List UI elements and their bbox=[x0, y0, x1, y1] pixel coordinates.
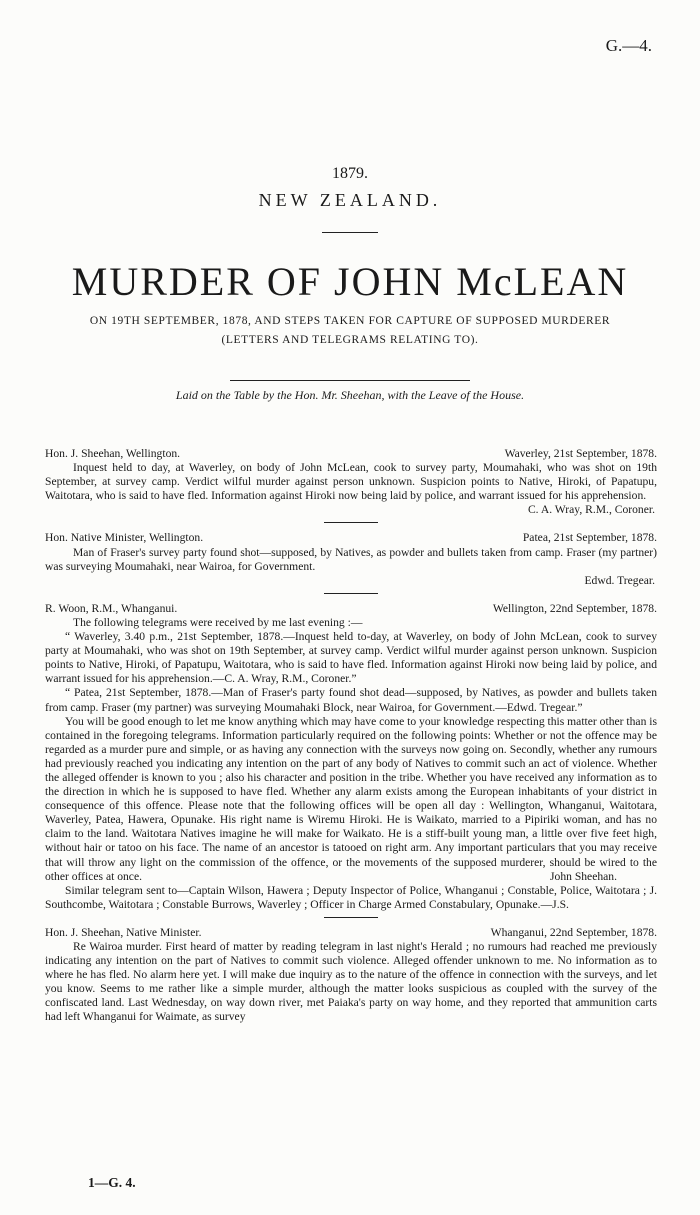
letter3-quote-waverley: “ Waverley, 3.40 p.m., 21st September, 1878.—Inquest held to-day, at Waverley, on body of John McLean, cook to survey party at Moumahaki, who was shot on 19th September, at survey camp. Verdict wilful murder against person unknown. Suspicion points to Native, Hiroki, of Papatupu, Waitotara, who is said to have fled. Information against Hiroki now being laid by police, and warrant issued for his apprehension.—C. A. Wray, R.M., Coroner.” bbox=[45, 630, 657, 686]
letter3-body bbox=[45, 715, 657, 884]
page-identifier: G.—4. bbox=[605, 36, 652, 55]
letter1-separator bbox=[324, 522, 378, 523]
letter4-header bbox=[45, 926, 657, 940]
letter1-place-date: Waverley, 21st September, 1878. bbox=[504, 447, 657, 460]
letter4-place-date: Whanganui, 22nd September, 1878. bbox=[490, 925, 657, 939]
letter2-addressee: Hon. Native Minister, Wellington. bbox=[45, 531, 204, 545]
document-body bbox=[45, 447, 657, 1025]
letter1-signature: C. A. Wray, R.M., Coroner. bbox=[527, 503, 655, 517]
document-country: NEW ZEALAND. bbox=[258, 190, 442, 210]
page-footer-signature: 1—G. 4. bbox=[88, 1175, 136, 1190]
document-subtitle-line2: (LETTERS AND TELEGRAMS RELATING TO). bbox=[221, 334, 479, 346]
document-subtitle-line1: ON 19TH SEPTEMBER, 1878, AND STEPS TAKEN FOR CAPTURE OF SUPPOSED MURDERER bbox=[89, 315, 611, 327]
letter3-body-signature: John Sheehan. bbox=[550, 869, 617, 883]
letter2-separator bbox=[324, 593, 378, 594]
letter3-intro: The following telegrams were received by me last evening :— bbox=[73, 615, 363, 629]
title-divider-top bbox=[322, 232, 378, 233]
laid-divider bbox=[230, 380, 470, 381]
letter3-quote-patea: “ Patea, 21st September, 1878.—Man of Fraser's party found shot dead—supposed, by Natives, as powder and bullets taken from camp. Fraser (my partner) was surveying Moumahaki Block, near Wairoa, for Government.—Edwd. Tregear.” bbox=[45, 686, 657, 714]
letter4-addressee: Hon. J. Sheehan, Native Minister. bbox=[45, 925, 202, 939]
laid-on-table-line: Laid on the Table by the Hon. Mr. Sheehan, with the Leave of the House. bbox=[175, 388, 525, 402]
letter3-place-date: Wellington, 22nd September, 1878. bbox=[492, 601, 657, 615]
document-title: MURDER OF JOHN McLEAN bbox=[71, 259, 629, 304]
letter1-body: Inquest held to day, at Waverley, on body of John McLean, cook to survey party, Moumahaki, who was shot on 19th September, at survey camp. Verdict wilful murder against person unknown. Suspicion points to Native, Hiroki, of Papatupu, Waitotara, who is said to have fled. Information against Hiroki now being laid by police, and warrant issued for his apprehension. bbox=[45, 461, 657, 503]
letter4-body: Re Wairoa murder. First heard of matter by reading telegram in last night's Herald ; no rumours had reached me previously indicating any intention on the part of Natives to commit such violence. Alleged offender unknown to me. No information as to where he has fled. No alarm here yet. I will make due inquiry as to the nature of the offence in connection with the surveys, and let you know. Seems to me rather like a simple murder, although the matter looks suspicious as coupled with the survey of the confiscated land. Last Wednesday, on way down river, met Paiaka's party on way home, and they reported that ammunition carts had left Whanganui for Waimate, as survey bbox=[45, 940, 657, 1024]
letter3-similar-telegram: Similar telegram sent to—Captain Wilson, Hawera ; Deputy Inspector of Police, Whanganui ; Constable, Police, Waitotara ; J. Southcombe, Waitotara ; Constable Burrows, Waverley ; Officer in Charge Armed Constabulary, Opunake.—J.S. bbox=[45, 883, 657, 911]
letter2-place-date: Patea, 21st September, 1878. bbox=[522, 531, 657, 545]
letter2-signature: Edwd. Tregear. bbox=[584, 573, 655, 587]
letter3-body-text: You will be good enough to let me know anything which may have come to your knowledge respecting this matter other than is contained in the foregoing telegrams. Information particularly required on the following points: Whether or not the offence may be regarded as a murder pure and simple, or as having any connection with the surveys now going on. Secondly, whether any rumours had previously reached you indicating any intention on the part of any body of Natives to commit such an act of violence. Whether the alleged offender is known to you ; also his character and position in the tribe. Whether you have received any information as to the direction in which he is supposed to have fled. Whether any alarm exists among the European inhabitants of your district in consequence of this offence. Please note that the following offices will be open all day : Wellington, Whanganui, Waitotara, Waverley, Patea, Hawera, Opunake. His right name is Wiremu Hiroki. He is Waikato, married to a Pipiriki woman, and has no claim to the land. Waitotara Natives imagine he will make for Waikato. He is a stiff-built young man, a little over five feet high, without hair or tatoo on his face. The name of an ancestor is tatooed on right arm. Any important particulars that you may receive that will throw any light on the commission of the offence, or the movements of the supposed murderer, should be wired to the other offices at once. bbox=[45, 714, 657, 883]
letter3-addressee: R. Woon, R.M., Whanganui. bbox=[45, 601, 178, 615]
letter3-separator bbox=[324, 917, 378, 918]
letter2-header bbox=[45, 531, 657, 545]
document-year: 1879. bbox=[332, 165, 368, 182]
letter1-addressee: Hon. J. Sheehan, Wellington. bbox=[45, 447, 181, 460]
letter2-body: Man of Fraser's survey party found shot—supposed, by Natives, as powder and bullets taken from camp. Fraser (my partner) was surveying Moumahaki, near Wairoa, for Government. bbox=[45, 545, 657, 573]
letter3-header bbox=[45, 602, 657, 616]
letter1-header bbox=[45, 447, 657, 461]
